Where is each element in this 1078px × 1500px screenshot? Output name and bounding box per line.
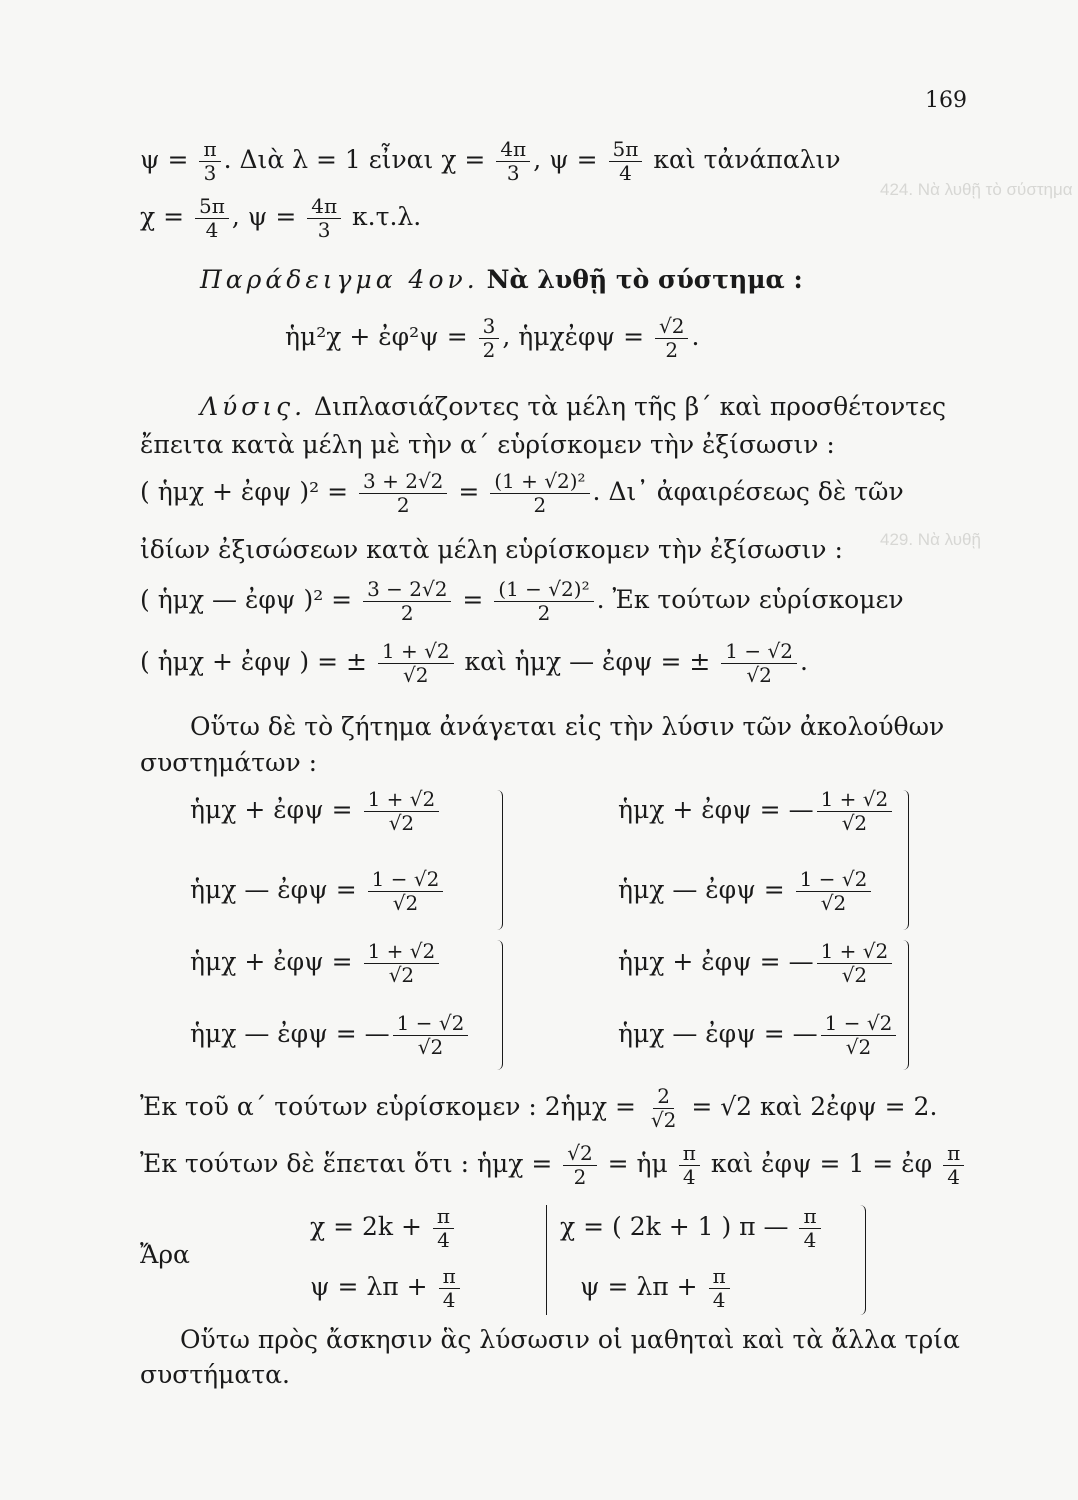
text-line-4: Οὕτω δὲ τὸ ζήτημα ἀνάγεται εἰς τὴν λύσιν τῶν ἀκολούθων xyxy=(190,712,945,741)
system-bracket xyxy=(492,790,503,930)
therefore-right-2: ψ = λπ + $\frac{\pi}{4}$ xyxy=(580,1265,733,1312)
closing-line-2: συστήματα. xyxy=(140,1360,290,1389)
system-left-row-4: ἡμχ — ἐφψ = — $\frac{1 - √2}{√2}$ xyxy=(190,1012,471,1059)
example-heading: Παράδειγμα 4ον. Νὰ λυθῇ τὸ σύστημα : xyxy=(200,265,803,294)
equation-line-1: ψ = $\frac{\pi}{3}$ . Διὰ λ = 1 εἶναι χ = $\frac{4\pi}{3}$ , ψ = $\frac{5\pi}{4}$ καὶ τἀνάπαλιν xyxy=(140,137,841,185)
equation-line-2: χ = $\frac{5\pi}{4}$ , ψ = $\frac{4\pi}{3}$ κ.τ.λ. xyxy=(140,194,422,242)
system-right-row-1: ἡμχ + ἐφψ = — $\frac{1 + √2}{√2}$ xyxy=(618,788,895,835)
text-line-5: συστημάτων : xyxy=(140,748,318,777)
therefore-right-1: χ = ( 2k + 1 ) π — $\frac{\pi}{4}$ xyxy=(560,1205,824,1252)
solution-line-2: ἔπειτα κατὰ μέλη μὲ τὴν α΄ εὑρίσκομεν τὴν ἐξίσωσιν : xyxy=(140,430,835,459)
bleed-through-text: 424. Νὰ λυθῇ τὸ σύστημα xyxy=(880,180,1073,199)
system-right-row-4: ἡμχ — ἐφψ = — $\frac{1 - √2}{√2}$ xyxy=(618,1012,899,1059)
closing-line-1: Οὕτω πρὸς ἄσκησιν ἃς λύσωσιν οἱ μαθηταὶ καὶ τὰ ἄλλα τρία xyxy=(180,1325,960,1354)
therefore-label: Ἄρα xyxy=(140,1240,190,1269)
equation-from-first: Ἐκ τοῦ α΄ τούτων εὑρίσκομεν : 2ἡμχ = $\frac{2}{√2}$ = √2 καὶ 2ἐφψ = 2. xyxy=(140,1084,938,1132)
therefore-left-2: ψ = λπ + $\frac{\pi}{4}$ xyxy=(310,1265,463,1312)
system-bracket xyxy=(898,940,909,1070)
equation-sum-squared: ( ἡμχ + ἐφψ )² = $\frac{3 + 2√2}{2}$ = $\frac{\text{(1 + √2)²}}{2}$ . Δι᾽ ἀφαιρέσεως δὲ τῶν xyxy=(140,469,904,517)
equation-follows: Ἐκ τούτων δὲ ἕπεται ὅτι : ἡμχ = $\frac{√2}{2}$ = ἡμ $\frac{\pi}{4}$ καὶ ἐφψ = 1 = ἐφ $\frac{\pi}{4}$ xyxy=(140,1142,967,1189)
system-bracket xyxy=(898,790,909,930)
equation-diff-squared: ( ἡμχ — ἐφψ )² = $\frac{3 - 2√2}{2}$ = $\frac{\text{(1 − √2)²}}{2}$ . Ἐκ τούτων εὑρίσκομεν xyxy=(140,577,904,625)
divider-bar xyxy=(540,1205,547,1315)
system-right-row-2: ἡμχ — ἐφψ = $\frac{1 - √2}{√2}$ xyxy=(618,868,874,915)
bleed-through-text: 429. Νὰ λυθῇ xyxy=(880,530,981,549)
system-left-row-1: ἡμχ + ἐφψ = $\frac{1 + √2}{√2}$ xyxy=(190,788,442,835)
system-right-row-3: ἡμχ + ἐφψ = — $\frac{1 + √2}{√2}$ xyxy=(618,940,895,987)
equation-roots: ( ἡμχ + ἐφψ ) = ± $\frac{1 + √2}{√2}$ καὶ ἡμχ — ἐφψ = ± $\frac{1 - √2}{√2}$ . xyxy=(140,639,808,687)
solution-line-1: Λύσις. Διπλασιάζοντες τὰ μέλη τῆς β΄ καὶ προσθέτοντες xyxy=(200,392,946,421)
system-left-row-2: ἡμχ — ἐφψ = $\frac{1 - √2}{√2}$ xyxy=(190,868,446,915)
system-bracket xyxy=(855,1205,866,1315)
therefore-left-1: χ = 2k + $\frac{\pi}{4}$ xyxy=(310,1205,457,1252)
example-system: ἡμ²χ + ἐφ²ψ = $\frac{3}{2}$ , ἡμχἐφψ = $\frac{√2}{2}$ . xyxy=(285,314,700,362)
system-left-row-3: ἡμχ + ἐφψ = $\frac{1 + √2}{√2}$ xyxy=(190,940,442,987)
text-line-3: ἰδίων ἐξισώσεων κατὰ μέλη εὑρίσκομεν τὴν ἐξίσωσιν : xyxy=(140,535,843,564)
page-number: 169 xyxy=(925,88,967,113)
system-bracket xyxy=(492,940,503,1070)
